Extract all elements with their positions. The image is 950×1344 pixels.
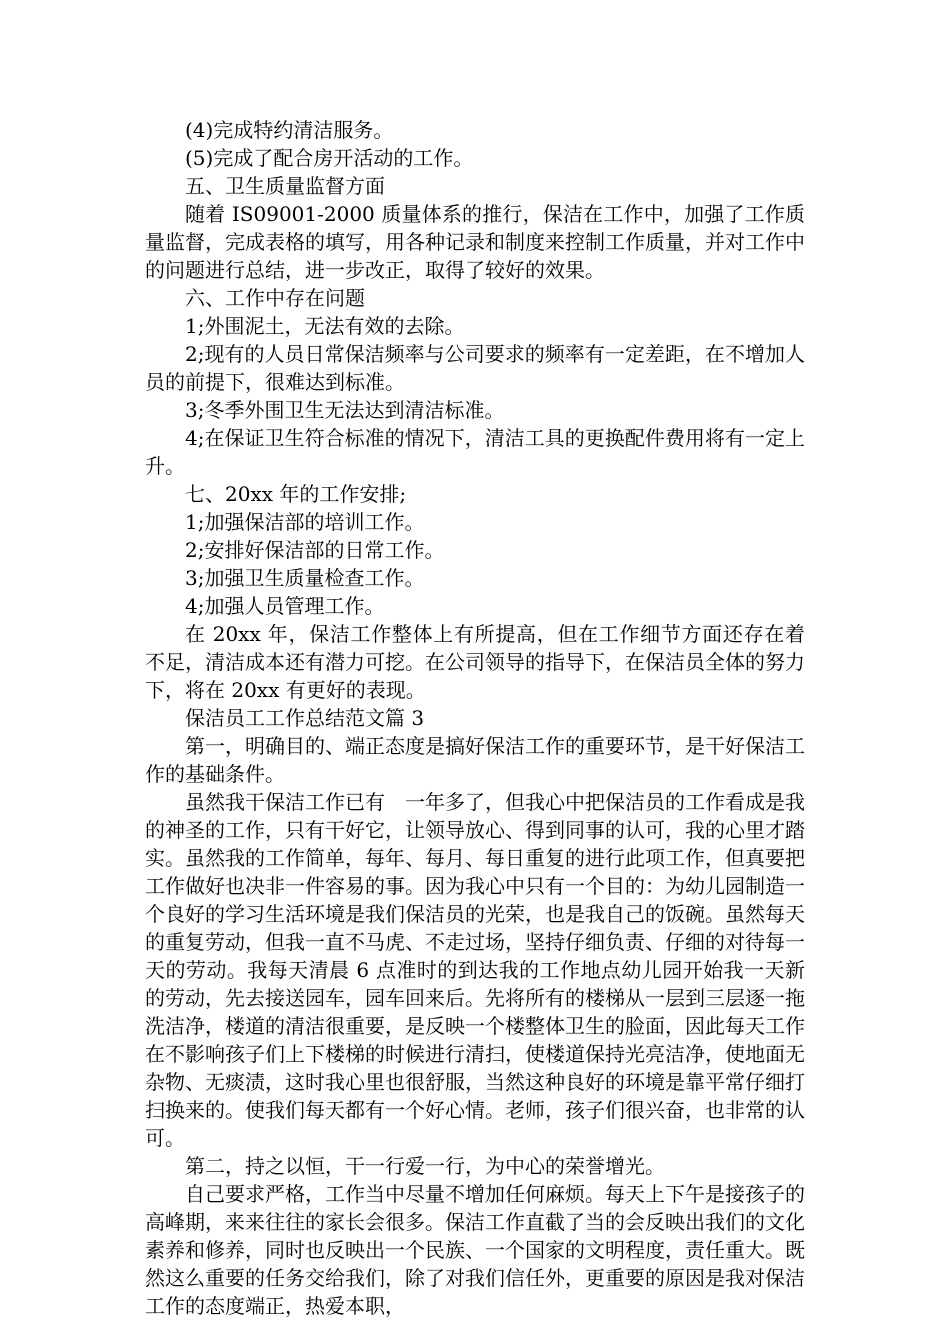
- plan-item-2: 2;安排好保洁部的日常工作。: [185, 538, 445, 562]
- section-heading-5: 五、卫生质量监督方面: [185, 174, 385, 198]
- plan-item-4: 4;加强人员管理工作。: [185, 594, 385, 618]
- paragraph-long: 虽然我干保洁工作已有 一年多了，但我心中把保洁员的工作看成是我的神圣的工作，只有干好它，让领导放心、得到同事的认可，我的心里才踏实。虽然我的工作简单，每年、每月、每日重复的进行此项工作，但真要把工作做好也决非一件容易的事。因为我心中只有一个目的：为幼儿园制造一个良好的学习生活环境是我们保洁员的光荣，也是我自己的饭碗。虽然每天的重复劳动，但我一直不马虎、不走过场，坚持仔细负责、仔细的对待每一天的劳动。我每天清晨 6 点准时的到达我的工作地点幼儿园开始我一天新的劳动，先去接送园车，园车回来后。先将所有的楼梯从一层到三层逐一拖洗洁净，楼道的清洁很重要，是反映一个楼整体卫生的脸面，因此每天工作在不影响孩子们上下楼梯的时候进行清扫，使楼道保持光亮洁净，使地面无杂物、无痰渍，这时我心里也很舒服，当然这种良好的环境是靠平常仔细打扫换来的。使我们每天都有一个好心情。老师，孩子们很兴奋，也非常的认可。: [145, 790, 805, 1150]
- problem-item-3: 3;冬季外围卫生无法达到清洁标准。: [185, 398, 505, 422]
- article-title: 保洁员工工作总结范文篇 3: [185, 706, 425, 730]
- section-heading-7: 七、20xx 年的工作安排;: [185, 482, 407, 506]
- problem-item-2: 2;现有的人员日常保洁频率与公司要求的频率有一定差距，在不增加人员的前提下，很难达到标准。: [145, 342, 805, 394]
- problem-item-1: 1;外围泥土，无法有效的去除。: [185, 314, 465, 338]
- plan-item-3: 3;加强卫生质量检查工作。: [185, 566, 425, 590]
- paragraph-second: 第二，持之以恒，干一行爱一行，为中心的荣誉增光。: [185, 1154, 665, 1178]
- paragraph-first: 第一，明确目的、端正态度是搞好保洁工作的重要环节，是干好保洁工作的基础条件。: [145, 734, 805, 786]
- paragraph-final: 自己要求严格，工作当中尽量不增加任何麻烦。每天上下午是接孩子的高峰期，来来往往的家长会很多。保洁工作直截了当的会反映出我们的文化素养和修养，同时也反映出一个民族、一个国家的文明程度，责任重大。既然这么重要的任务交给我们，除了对我们信任外，更重要的原因是我对保洁工作的态度端正，热爱本职，: [145, 1182, 805, 1318]
- section-heading-6: 六、工作中存在问题: [185, 286, 365, 310]
- paragraph-quality: 随着 IS09001-2000 质量体系的推行，保洁在工作中，加强了工作质量监督，完成表格的填写，用各种记录和制度来控制工作质量，并对工作中的问题进行总结，进一步改正，取得了较好的效果。: [145, 202, 805, 282]
- plan-item-1: 1;加强保洁部的培训工作。: [185, 510, 425, 534]
- list-item-5: (5)完成了配合房开活动的工作。: [185, 146, 474, 170]
- list-item-4: (4)完成特约清洁服务。: [185, 118, 394, 142]
- paragraph-summary: 在 20xx 年，保洁工作整体上有所提高，但在工作细节方面还存在着不足，清洁成本还有潜力可挖。在公司领导的指导下，在保洁员全体的努力下，将在 20xx 有更好的表现。: [145, 622, 805, 702]
- document-body: [145, 116, 805, 1320]
- problem-item-4: 4;在保证卫生符合标准的情况下，清洁工具的更换配件费用将有一定上升。: [145, 426, 805, 478]
